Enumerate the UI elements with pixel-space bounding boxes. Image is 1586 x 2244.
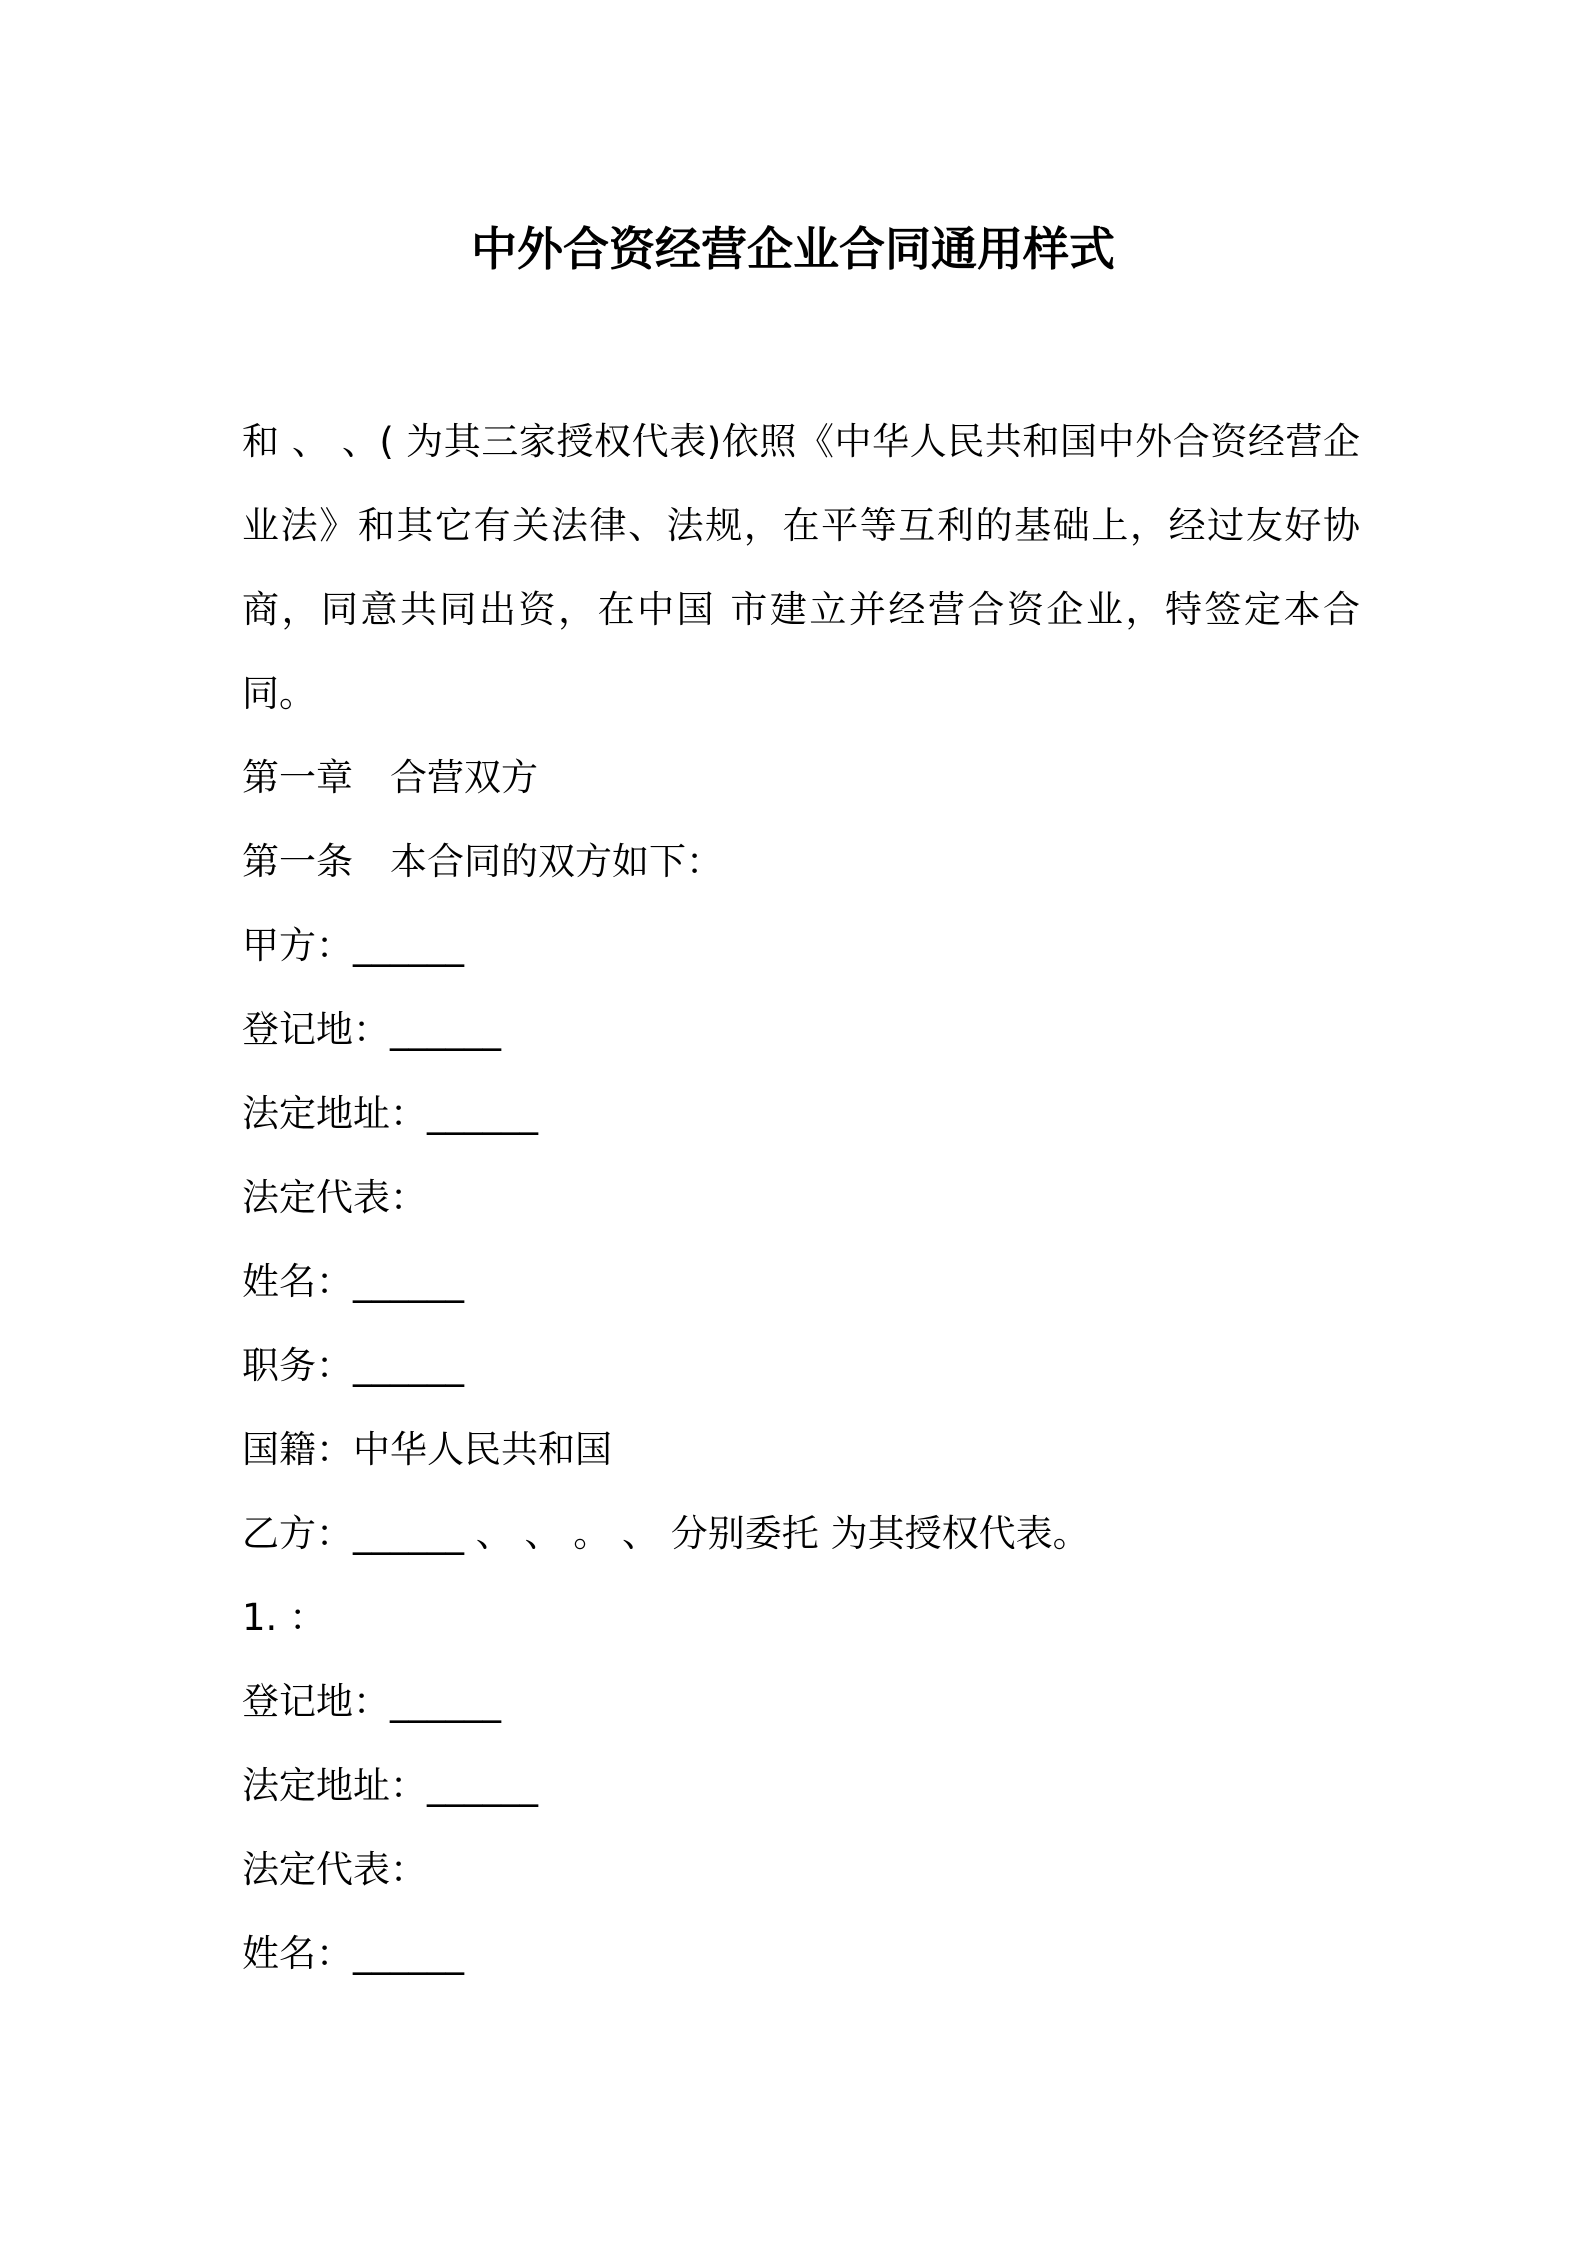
contract-body [242,400,1360,1996]
legal-representative-line: 法定代表： [242,1848,427,1891]
party-b-line: 乙方：______ 、 、 。 、 分别委托 为其授权代表。 [242,1512,1090,1555]
registration-place-line: 登记地：______ [242,1680,501,1723]
legal-representative-line: 法定代表： [242,1176,427,1219]
article-heading: 第一条 本合同的双方如下： [242,840,723,883]
registration-place-line: 登记地：______ [242,1008,501,1051]
item-number-line: 1. ： [242,1596,327,1639]
intro-paragraph: 和 、 、( 为其三家授权代表)依照《中华人民共和国中外合资经营企业法》和其它有关法律、法规，在平等互利的基础上，经过友好协商，同意共同出资，在中国 市建立并经营合资企业，特签定本合同。 [242,420,1360,715]
party-a-line: 甲方：______ [242,924,464,967]
chapter-heading: 第一章 合营双方 [242,756,538,799]
name-line: 姓名：______ [242,1260,464,1303]
nationality-line: 国籍：中华人民共和国 [242,1428,612,1471]
position-line: 职务：______ [242,1344,464,1387]
legal-address-line: 法定地址：______ [242,1092,538,1135]
legal-address-line: 法定地址：______ [242,1764,538,1807]
document-title: 中外合资经营企业合同通用样式 [471,222,1115,276]
name-line: 姓名：______ [242,1932,464,1975]
